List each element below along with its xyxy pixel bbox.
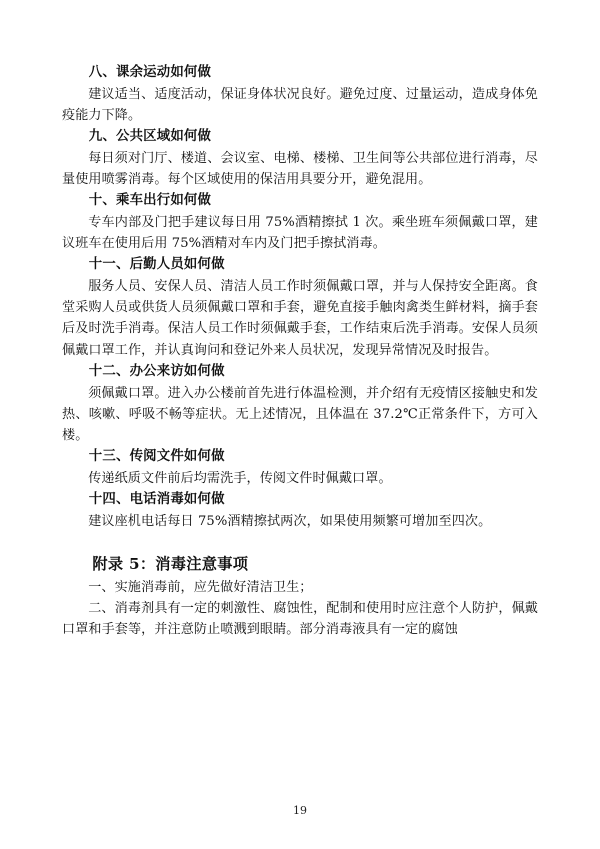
paragraph: 专车内部及门把手建议每日用 75%酒精擦拭 1 次。乘坐班车须佩戴口罩，建议班车在使用后用 75%酒精对车内及门把手擦拭消毒。 — [62, 214, 538, 252]
section-heading: 十一、后勤人员如何做 — [88, 256, 225, 273]
paragraph: 传递纸质文件前后均需洗手，传阅文件时佩戴口罩。 — [88, 470, 392, 486]
paragraph-spacer — [62, 532, 538, 552]
appendix-title: 附录 5：消毒注意事项 — [92, 554, 249, 573]
paragraph: 二、消毒剂具有一定的刺激性、腐蚀性，配制和使用时应注意个人防护，佩戴口罩和手套等，并注意防止喷溅到眼睛。部分消毒液具有一定的腐蚀 — [62, 600, 538, 637]
section-heading: 十四、电话消毒如何做 — [88, 491, 225, 508]
section-heading: 八、课余运动如何做 — [88, 64, 212, 80]
page-number: 19 — [293, 804, 307, 817]
paragraph: 一、实施消毒前，应先做好清洁卫生； — [88, 579, 313, 595]
paragraph: 建议适当、适度活动，保证身体状况良好。避免过度、过量运动，造成身体免疫能力下降。 — [62, 86, 538, 123]
paragraph: 服务人员、安保人员、清洁人员工作时须佩戴口罩，并与人保持安全距离。食堂采购人员或供货人员须佩戴口罩和手套，避免直接手触肉禽类生鲜材料，摘手套后及时洗手消毒。保洁人员工作时须佩戴手套，工作结束后洗手消毒。安保人员须佩戴口罩工作，并认真询问和登记外来人员状况，发现异常情况及时报告。 — [62, 279, 538, 358]
document-body — [62, 62, 538, 640]
section-heading: 十三、传阅文件如何做 — [88, 448, 225, 465]
section-heading: 十、乘车出行如何做 — [88, 192, 212, 209]
section-heading: 九、公共区域如何做 — [88, 128, 212, 145]
paragraph: 每日须对门厅、楼道、会议室、电梯、楼梯、卫生间等公共部位进行消毒，尽量使用喷雾消毒。每个区域使用的保洁用具要分开，避免混用。 — [62, 150, 538, 188]
section-heading: 十二、办公来访如何做 — [88, 362, 225, 379]
paragraph: 建议座机电话每日 75%酒精擦拭两次，如果使用频繁可增加至四次。 — [88, 513, 492, 529]
paragraph: 须佩戴口罩。进入办公楼前首先进行体温检测，并介绍有无疫情区接触史和发热、咳嗽、呼吸不畅等症状。无上述情况，且体温在 37.2℃正常条件下，方可入楼。 — [62, 385, 538, 443]
